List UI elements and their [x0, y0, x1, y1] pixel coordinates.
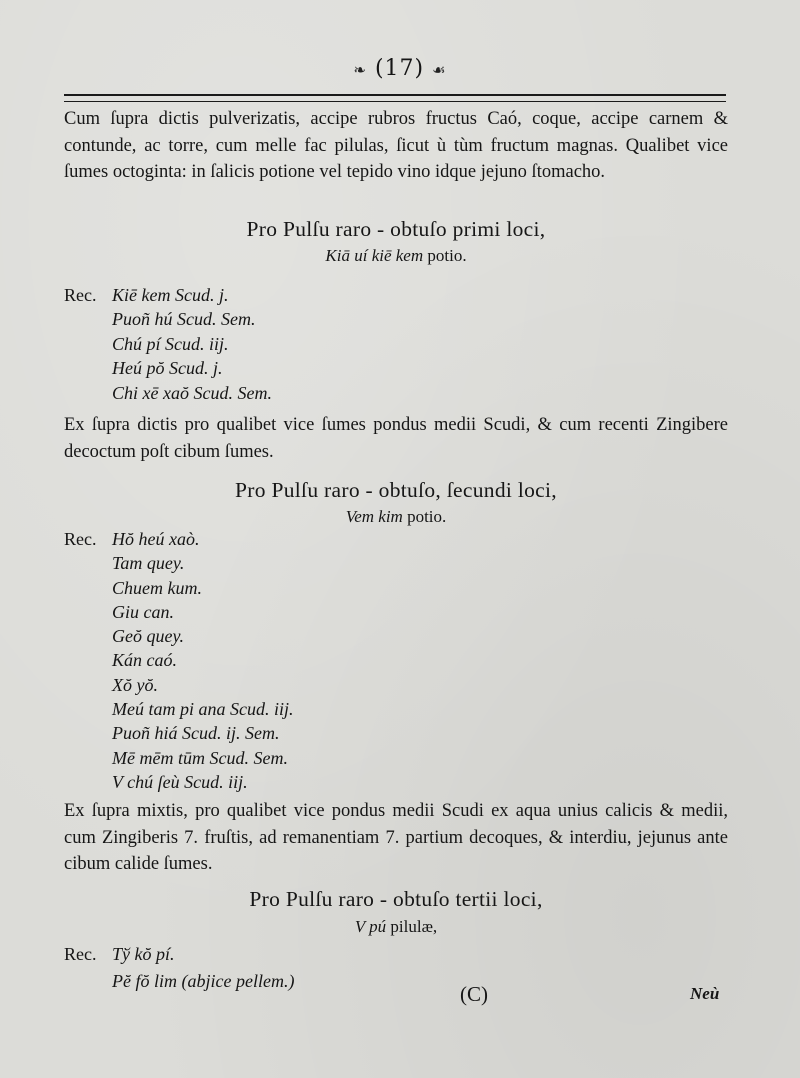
recipe-line	[64, 746, 724, 770]
rec-label: Rec.	[64, 944, 97, 964]
recipe-line	[64, 283, 724, 307]
recipe-line	[64, 356, 724, 380]
section-3-subheading	[64, 917, 728, 937]
rec-label: Rec.	[64, 529, 97, 549]
intro-paragraph: Cum ſupra dictis pulverizatis, accipe rubros fructus Caó, coque, accipe carnem & contunde, ac torre, cum melle fac pilulas, ſicut ù tùm fructum magnas. Qualibet vice ſumes octoginta: in ſalicis potione vel tepido vino idque jejuno ſtomacho.	[64, 109, 728, 182]
section-1-heading: Pro Pulſu raro - obtuſo primi loci,	[246, 217, 546, 241]
section-3-recipe	[64, 941, 724, 995]
ingredient: Kán caó.	[112, 650, 177, 671]
rec-label: Rec.	[64, 285, 97, 305]
ingredient: Chuem kum.	[112, 577, 202, 598]
ingredient: Heú pŏ Scud. j.	[112, 358, 223, 379]
section-1-recipe	[64, 283, 724, 405]
ingredient: Tam quey.	[112, 553, 185, 574]
ingredient: Chú pí Scud. iij.	[112, 333, 229, 354]
ingredient: Tў kŏ pí.	[112, 944, 175, 964]
section-1-subheading	[64, 246, 728, 266]
ingredient: Meú tam pi ana Scud. iij.	[112, 699, 294, 720]
ingredient: Chi xē xaŏ Scud. Sem.	[112, 382, 272, 403]
recipe-line	[64, 648, 724, 672]
recipe-line	[64, 968, 724, 995]
ornament-right-icon: ☙	[432, 61, 447, 79]
section-2-subheading-plain: potio.	[407, 507, 447, 526]
page-header	[0, 56, 800, 81]
signature-mark: (C)	[460, 982, 488, 1006]
recipe-line	[64, 527, 724, 551]
section-3-subheading-plain: pilulæ,	[390, 917, 438, 936]
header-rule	[64, 94, 726, 102]
section-3-heading: Pro Pulſu raro - obtuſo tertii loci,	[249, 887, 543, 911]
recipe-line	[64, 381, 724, 405]
recipe-line	[64, 624, 724, 648]
ornament-left-icon: ❧	[353, 61, 367, 79]
ingredient: Pĕ fŏ lim (abjice pellem.)	[112, 971, 295, 991]
catchword: Neù	[690, 984, 720, 1003]
ingredient: Kiē kem Scud. j.	[112, 285, 229, 305]
ingredient: Mē mēm tūm Scud. Sem.	[112, 747, 288, 768]
section-1-subheading-italic: Kiā uí kiē kem	[325, 246, 424, 265]
recipe-line	[64, 551, 724, 575]
section-1-subheading-plain: potio.	[427, 246, 467, 265]
section-2-subheading-italic: Vem kim	[345, 507, 403, 526]
ingredient: Puoñ hú Scud. Sem.	[112, 309, 256, 330]
section-2-subheading	[64, 507, 728, 527]
ingredient: Giu can.	[112, 601, 174, 622]
ingredient: Geŏ quey.	[112, 626, 184, 647]
recipe-line	[64, 673, 724, 697]
recipe-line	[64, 307, 724, 331]
recipe-line	[64, 600, 724, 624]
page-number: (17)	[374, 56, 425, 81]
ingredient: Puoñ hiá Scud. ij. Sem.	[112, 723, 280, 744]
recipe-line	[64, 576, 724, 600]
ingredient: V chú ſeù Scud. iij.	[112, 771, 248, 792]
recipe-line	[64, 941, 724, 968]
section-1-closing: Ex ſupra dictis pro qualibet vice ſumes pondus medii Scudi, & cum recenti Zingibere decoctum poſt cibum ſumes.	[64, 415, 728, 462]
recipe-line	[64, 770, 724, 794]
ingredient: Hŏ heú xaò.	[112, 529, 200, 549]
section-2-closing: Ex ſupra mixtis, pro qualibet vice pondus medii Scudi ex aqua unius calicis & medii, cum Zingiberis 7. fruſtis, ad remanentiam 7. partium decoques, & interdiu, jejunus ante cibum calide ſumes.	[64, 801, 728, 874]
section-3-subheading-italic: V pú	[354, 917, 387, 936]
ingredient: Xŏ yŏ.	[112, 674, 158, 695]
recipe-line	[64, 697, 724, 721]
section-2-heading: Pro Pulſu raro - obtuſo, ſecundi loci,	[235, 478, 557, 502]
recipe-line	[64, 332, 724, 356]
section-2-recipe	[64, 527, 724, 794]
recipe-line	[64, 721, 724, 745]
